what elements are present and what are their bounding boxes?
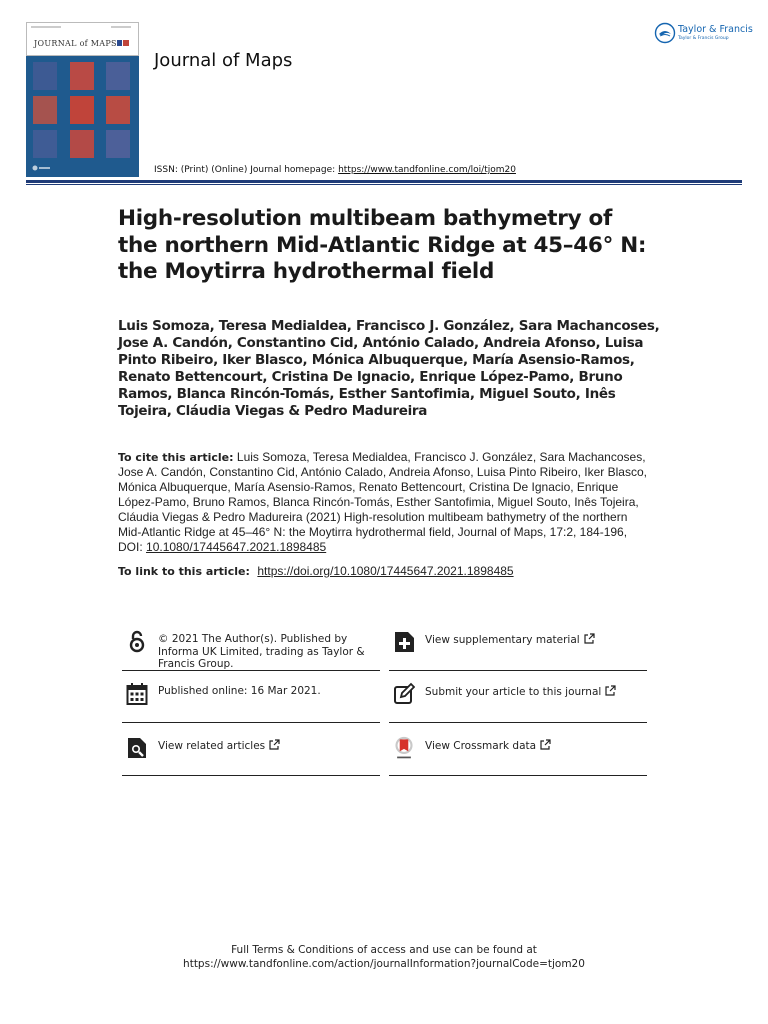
issn-line	[154, 165, 516, 175]
issn-label: ISSN: (Print) (Online) Journal homepage:	[154, 165, 336, 175]
crossmark-link[interactable]	[425, 739, 647, 753]
external-link-icon	[269, 739, 280, 750]
journal-homepage-link[interactable]: https://www.tandfonline.com/loi/tjom20	[338, 165, 516, 175]
cover-map-tile	[70, 130, 94, 158]
related-articles-label: View related articles	[158, 740, 266, 752]
article-link-row	[118, 564, 678, 578]
article-title: High-resolution multibeam bathymetry of the northern Mid-Atlantic Ridge at 45–46° N: the Moytirra hydrothermal field	[118, 206, 647, 284]
cover-map-tile	[70, 62, 94, 90]
cover-map-tile	[106, 130, 130, 158]
publisher-emblem-icon	[654, 22, 676, 44]
supplementary-link[interactable]	[425, 633, 647, 647]
grid-divider	[122, 775, 380, 776]
publisher-logo[interactable]	[654, 22, 753, 46]
cover-map-tile	[106, 96, 130, 124]
cover-footer-logo	[32, 165, 50, 171]
article-link-label: To link to this article:	[118, 565, 250, 578]
open-access-icon	[126, 630, 148, 654]
supplementary-cell[interactable]	[389, 624, 647, 676]
journal-name[interactable]: Journal of Maps	[154, 50, 293, 71]
cover-map-tile	[33, 130, 57, 158]
submit-article-link[interactable]	[425, 685, 647, 699]
terms-footer	[0, 943, 768, 971]
external-link-icon	[584, 633, 595, 644]
supplementary-label: View supplementary material	[425, 634, 580, 646]
calendar-icon	[126, 682, 148, 706]
terms-url[interactable]: https://www.tandfonline.com/action/journalInformation?journalCode=tjom20	[183, 958, 585, 970]
cover-map-tile	[106, 62, 130, 90]
citation-label: To cite this article:	[118, 451, 234, 464]
open-access-cell	[122, 624, 380, 676]
cover-map-tile	[70, 96, 94, 124]
submit-article-label: Submit your article to this journal	[425, 686, 602, 698]
grid-divider	[389, 775, 647, 776]
edit-icon	[393, 682, 415, 706]
publisher-name: Taylor & Francis	[678, 24, 753, 35]
journal-cover-image	[26, 22, 139, 177]
grid-divider	[389, 722, 647, 723]
submit-article-cell[interactable]	[389, 676, 647, 728]
publisher-group: Taylor & Francis Group	[678, 36, 729, 41]
article-authors: Luis Somoza, Teresa Medialdea, Francisco J. González, Sara Machancoses, Jose A. Candón, Constantino Cid, António Calado, Andreia Afonso, Luisa Pinto Ribeiro, Iker Blasco, Mónica Albuquerque, María Asensio-Ramos, Renato Bettencourt, Cristina De Ignacio, Enrique López-Pamo, Bruno Ramos, Blanca Rincón-Tomás, Esther Santofimia, Miguel Souto, Inês Tojeira, Cláudia Viegas & Pedro Madureira	[118, 318, 660, 419]
cover-header	[26, 22, 139, 56]
supplementary-material-icon	[393, 630, 415, 654]
cover-map-tile	[33, 62, 57, 90]
external-link-icon	[605, 685, 616, 696]
crossmark-label: View Crossmark data	[425, 740, 537, 752]
citation-doi-link[interactable]: 10.1080/17445647.2021.1898485	[146, 540, 327, 554]
citation-text: Luis Somoza, Teresa Medialdea, Francisco J. González, Sara Machancoses, Jose A. Candón, Constantino Cid, António Calado, Andreia Afonso, Luisa Pinto Ribeiro, Iker Blasco, Mónica Albuquerque, María Asensio-Ramos, Renato Bettencourt, Cristina De Ignacio, Enrique López-Pamo, Bruno Ramos, Blanca Rincón-Tomás, Esther Santofimia, Miguel Souto, Inês Tojeira, Cláudia Viegas & Pedro Madureira (2021) High-resolution multibeam bathymetry of the northern Mid-Atlantic Ridge at 45–46° N: the Moytirra hydrothermal field, Journal of Maps, 17:2, 184-196, DOI:	[118, 450, 647, 554]
crossmark-icon	[393, 736, 415, 760]
grid-divider	[122, 722, 380, 723]
related-articles-icon	[126, 736, 148, 760]
header-rule-thin	[26, 184, 742, 185]
cover-title: JOURNAL of MAPS	[34, 39, 117, 48]
cover-volume-strip	[31, 26, 131, 30]
cover-publisher-logo	[117, 40, 129, 46]
published-date: Published online: 16 Mar 2021.	[158, 685, 321, 697]
grid-divider	[122, 670, 380, 671]
article-doi-link[interactable]: https://doi.org/10.1080/17445647.2021.1898485	[257, 564, 514, 578]
cover-map-tile	[33, 96, 57, 124]
published-cell	[122, 676, 380, 728]
license-text: © 2021 The Author(s). Published by Informa UK Limited, trading as Taylor & Francis Group.	[158, 633, 365, 670]
header-rule	[26, 180, 742, 183]
grid-divider	[389, 670, 647, 671]
citation-block	[118, 450, 653, 555]
related-articles-link[interactable]	[158, 739, 380, 753]
terms-line: Full Terms & Conditions of access and use can be found at	[231, 944, 537, 956]
external-link-icon	[540, 739, 551, 750]
